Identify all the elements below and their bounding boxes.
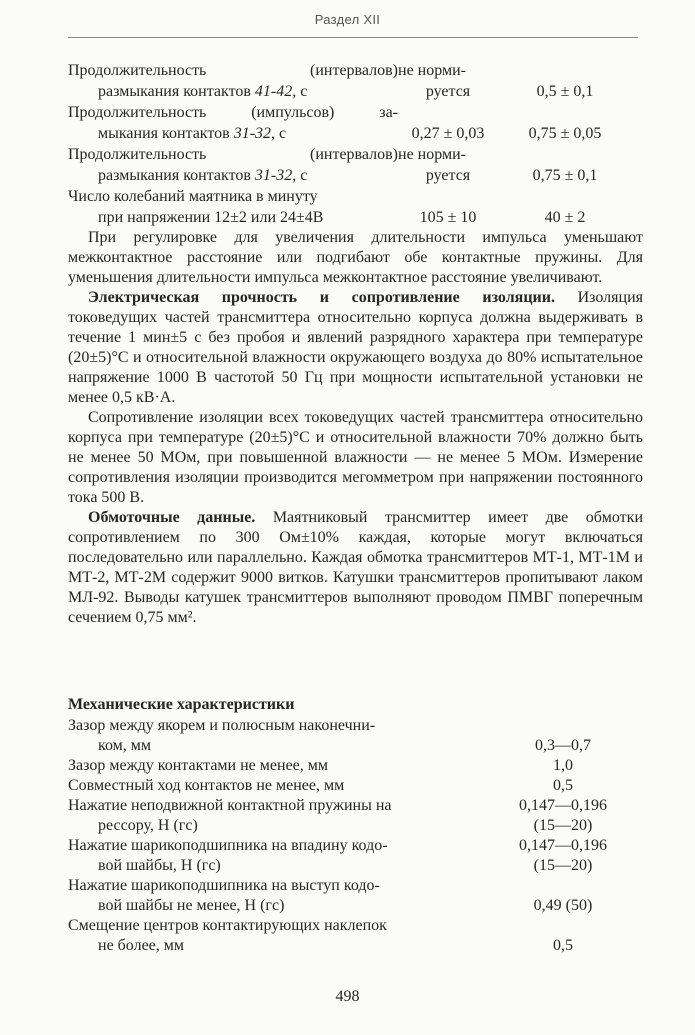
mech-item (68, 836, 643, 876)
paragraph: Обмоточные данные. Маятниковый трансмиттер имеет две обмотки сопротивлением по 300 Ом±10% каждая, которые могут включаться последовательно или параллельно. Каждая обмотка трансмиттеров МТ-1, МТ-1М и МТ-2, МТ-2М содержит 9000 витков. Катушки трансмиттеров пропитывают лаком МЛ-92. Выводы катушек трансмиттеров выполняют проводом ПМВГ поперечным сечением 0,75 мм². (68, 509, 644, 626)
mech-value: 0,49 (50) (533, 897, 593, 914)
mech-label: Нажатие шарикоподшипника на выступ кодо- (68, 877, 380, 894)
mech-item (68, 876, 643, 916)
spec-label-line1: Продолжительность (интервалов) (68, 62, 398, 79)
spec-label-line1: Продолжительность (интервалов) (68, 146, 398, 163)
mech-label: Нажатие шарикоподшипника на впадину кодо- (68, 837, 388, 854)
mech-item (68, 716, 643, 756)
mech-item (68, 756, 643, 776)
spec-table (68, 60, 643, 228)
mech-label: Нажатие неподвижной контактной пружины на (68, 797, 392, 814)
mech-label: Совместный ход контактов не менее, мм (68, 777, 345, 794)
spec-value-col1: 0,27 ± 0,03 (411, 125, 485, 142)
mech-value: (15—20) (533, 817, 593, 834)
spec-value-col1: 105 ± 10 (419, 209, 477, 226)
mech-label-cont: рессору, Н (гс) (98, 817, 198, 834)
spec-label-line2: мыкания контактов 31-32, с (98, 125, 287, 142)
spec-value-col2: 0,5 ± 0,1 (536, 83, 594, 100)
mech-item (68, 796, 643, 836)
mech-value: 0,5 (553, 937, 573, 954)
spec-value-col1: не норми- (398, 146, 466, 163)
spec-label-line1: Число колебаний маятника в минуту (68, 188, 318, 205)
mech-label-cont: вой шайбы не менее, Н (гс) (98, 897, 285, 914)
spec-label-line2: размыкания контактов 31-32, с (98, 167, 308, 184)
mech-value: 1,0 (553, 757, 573, 774)
mech-label: Смещение центров контактирующих наклепок (68, 917, 387, 934)
spec-value-col1: руется (425, 167, 471, 184)
mech-spec-list (68, 716, 643, 956)
spec-row (68, 102, 643, 144)
paragraph: Сопротивление изоляции всех токоведущих частей трансмиттера относительно корпуса при температуре (20±5)°С и относительной влажности 70% должно быть не менее 50 МОм, при повышенной влажности — не менее 5 МОм. Измерение сопротивления изоляции производится мегомметром при напряжении постоянного тока 500 В. (68, 409, 643, 506)
section-heading: Механические характеристики (68, 696, 295, 713)
mech-item (68, 916, 643, 956)
mech-value: 0,3—0,7 (535, 737, 591, 754)
paragraph-heading: Обмоточные данные. (88, 509, 256, 526)
spec-value-col1: не норми- (398, 62, 466, 79)
header-rule (68, 37, 638, 38)
mech-value: 0,147—0,196 (519, 797, 607, 814)
spec-value-col2: 0,75 ± 0,05 (528, 125, 602, 142)
spec-label-line2: при напряжении 12±2 или 24±4В (98, 209, 324, 226)
spec-label-line2: размыкания контактов 41-42, с (98, 83, 308, 100)
page-number: 498 (335, 988, 360, 1005)
paragraph-heading: Электрическая прочность и сопротивление изоляции. (88, 289, 555, 306)
mech-value: 0,5 (553, 777, 573, 794)
mech-item (68, 776, 643, 796)
body-text (68, 228, 643, 628)
mech-label: Зазор между контактами не менее, мм (68, 757, 329, 774)
spec-row (68, 60, 643, 102)
spec-label-line1: Продолжительность (импульсов) за- (68, 104, 398, 121)
spec-value-col1: руется (425, 83, 471, 100)
spec-value-col2: 40 ± 2 (544, 209, 586, 226)
spec-row (68, 144, 643, 186)
paragraph: Электрическая прочность и сопротивление изоляции. Изоляция токоведущих частей трансмиттера относительно корпуса должна выдерживать в течение 1 мин±5 с без пробоя и явлений разрядного характера при температуре (20±5)°С и относительной влажности окружающего воздуха до 80% испытательное напряжение 1000 В частотой 50 Гц при мощности испытательной установки не менее 0,5 кВ·А. (68, 289, 643, 406)
mech-label-cont: не более, мм (98, 937, 185, 954)
mech-label-cont: вой шайбы, Н (гс) (98, 857, 221, 874)
spec-row (68, 186, 643, 228)
mech-label: Зазор между якорем и полюсным наконечни- (68, 717, 376, 734)
mech-value: (15—20) (533, 857, 593, 874)
spec-value-col2: 0,75 ± 0,1 (532, 167, 598, 184)
paragraph: При регулировке для увеличения длительности импульса уменьшают межконтактное расстояние или подгибают обе контактные пружины. Для уменьшения длительности импульса межконтактное расстояние увеличивают. (68, 229, 643, 286)
mech-value: 0,147—0,196 (519, 837, 607, 854)
mech-label-cont: ком, мм (98, 737, 152, 754)
running-header: Раздел XII (314, 12, 381, 27)
